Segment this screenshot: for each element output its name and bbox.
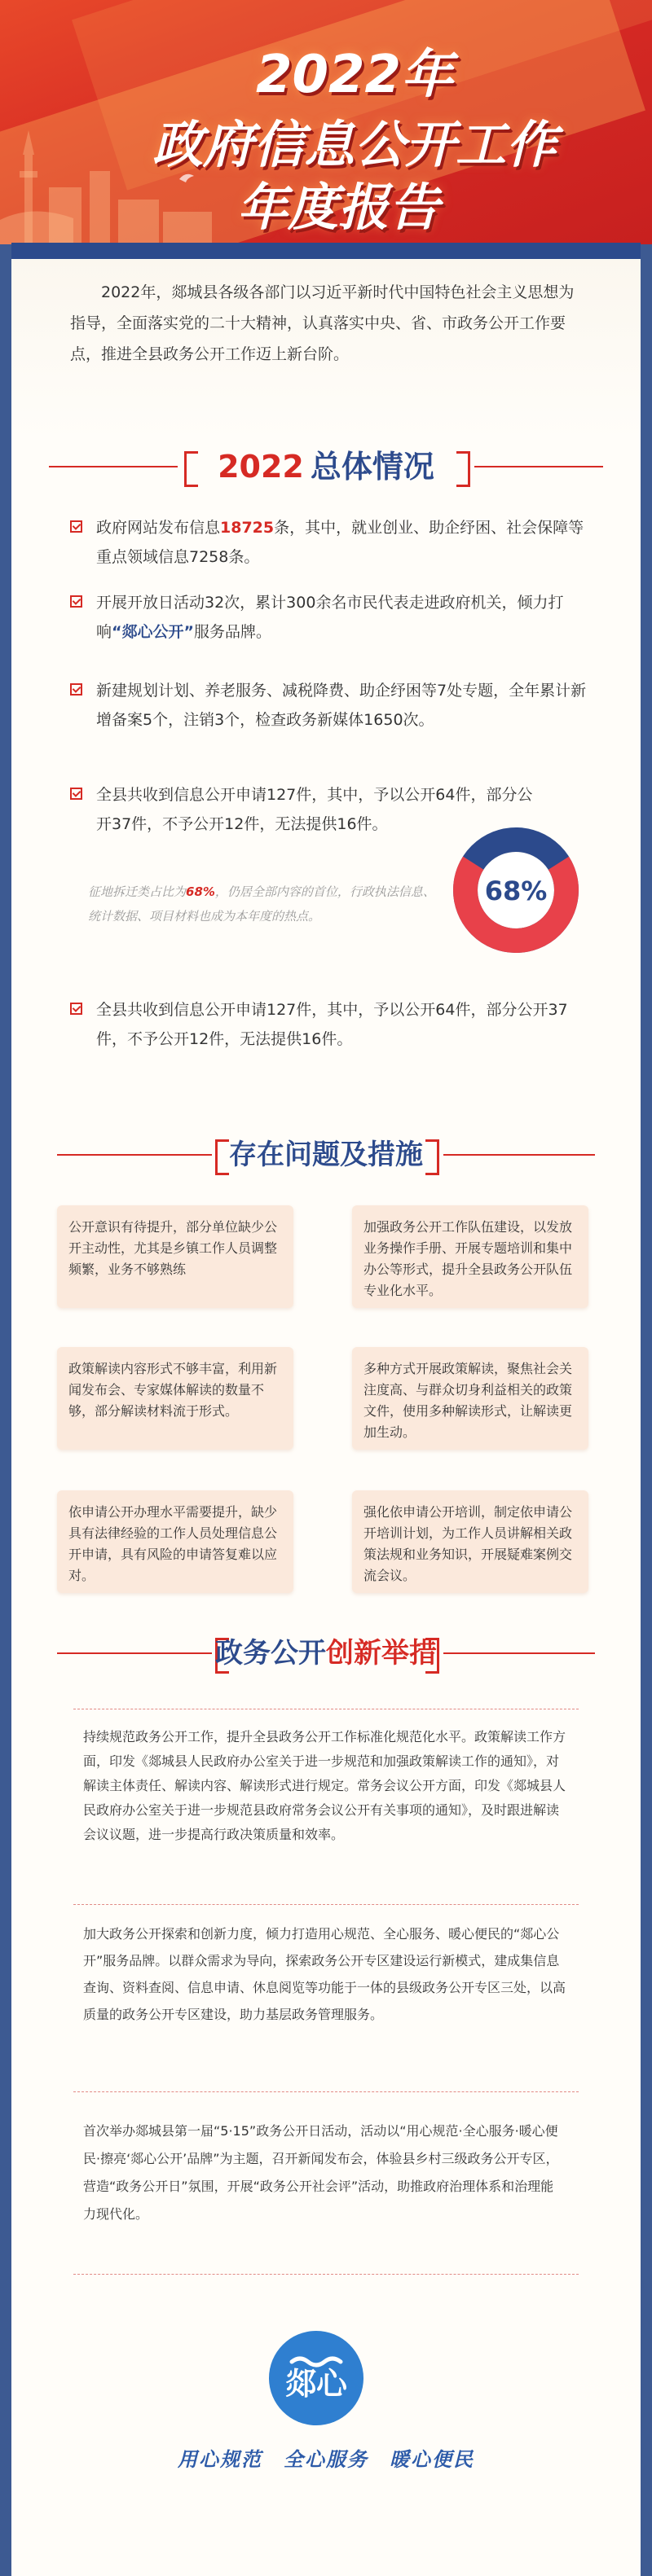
donut-chart <box>447 821 585 959</box>
dashed-divider <box>73 2091 579 2092</box>
innovation-paragraph: 持续规范政务公开工作，提升全县政务公开工作标准化规范化水平。政策解读工作方面，印发《郯城县人民政府办公室关于进一步规范和加强政策解读工作的通知》，对解读主体责任、解读内容、解读形式进行规定。常务会议公开方面，印发《郯城县人民政府办公室关于进一步规范县政府常务会议公开有关事项的通知》，及时跟进解读会议议题，进一步提高行政决策质量和效率。 <box>83 1729 566 1842</box>
innovation-paragraph: 加大政务公开探索和创新力度，倾力打造用心规范、全心服务、暖心便民的“郯心公开”服务品牌。以群众需求为导向，探索政务公开专区建设运行新模式，建成集信息查询、资料查阅、信息申请、休息阅览等功能于一体的县级政务公开专区三处，以高质量的政务公开专区建设，助力基层政务管理服务。 <box>83 1926 566 2022</box>
checkbox-icon <box>70 683 82 696</box>
overview-item: 开展开放日活动32次，累计300余名市民代表走进政府机关，倾力打响“郯心公开”服务品牌。 <box>70 588 592 647</box>
measure-box: 强化依申请公开培训，制定依申请公开培训计划，为工作人员讲解相关政策法规和业务知识，开展疑难案例交流会议。 <box>352 1490 588 1593</box>
overview-item: 政府网站发布信息18725条，其中，就业创业、助企纾困、社会保障等重点领域信息7258条。 <box>70 513 592 572</box>
innovation-paragraph: 首次举办郯城县第一届“5·15”政务公开日活动，活动以“用心规范·全心服务·暖心便民·擦亮‘郯心公开’品牌”为主题，召开新闻发布会，体验县乡村三级政务公开专区，营造“政务公开日”氛围，开展“政务公开社会评”活动，助推政府治理体系和治理能力现代化。 <box>83 2123 559 2222</box>
problem-box: 依申请公开办理水平需要提升，缺少具有法律经验的工作人员处理信息公开申请，具有风险的申请答复难以应对。 <box>57 1490 293 1593</box>
footer-slogan: 用心规范 全心服务 暖心便民 <box>178 2448 474 2471</box>
report-title: 政府信息公开工作 <box>152 115 557 174</box>
dashed-divider <box>73 1904 579 1905</box>
section-year: 2022 <box>218 449 304 485</box>
section-heading: 总体情况 <box>310 449 434 485</box>
overview-item: 全县共收到信息公开申请127件，其中，予以公开64件，部分公开37件，不予公开12件，无法提供16件。 <box>70 780 543 839</box>
tanxin-logo <box>267 2329 365 2427</box>
checkbox-icon <box>70 1003 82 1015</box>
measure-box: 多种方式开展政策解读，聚焦社会关注度高、与群众切身利益相关的政策文件，使用多种解读形式，让解读更加生动。 <box>352 1347 588 1450</box>
checkbox-icon <box>70 595 82 608</box>
svg-text:郯心: 郯心 <box>284 2366 348 2402</box>
section-heading-highlight: 创新举措 <box>326 1637 437 1670</box>
problem-box: 政策解读内容形式不够丰富，利用新闻发布会、专家媒体解读的数量不够，部分解读材料流于形式。 <box>57 1347 293 1450</box>
overview-item: 全县共收到信息公开申请127件，其中，予以公开64件，部分公开37件，不予公开12件，无法提供16件。 <box>70 995 592 1054</box>
header-banner <box>0 0 652 244</box>
intro-paragraph: 2022年，郯城县各级各部门以习近平新时代中国特色社会主义思想为指导，全面落实党的二十大精神，认真落实中央、省、市政务公开工作要点，推进全县政务公开工作迈上新台阶。 <box>70 283 575 363</box>
blue-band <box>11 243 641 259</box>
section-title-innovation <box>49 1633 603 1674</box>
overview-item: 新建规划计划、养老服务、减税降费、助企纾困等7处专题，全年累计新增备案5个，注销3个，检查政务新媒体1650次。 <box>70 676 592 735</box>
dashed-divider <box>73 2274 579 2275</box>
section-title-overview <box>49 446 603 487</box>
checkbox-icon <box>70 520 82 533</box>
hotspot-note: 征地拆迁类占比为68%，仍居全部内容的首位，行政执法信息、统计数据、项目材料也成为本年度的热点。 <box>88 884 435 924</box>
report-year-title: 2022年 <box>255 45 454 105</box>
checkbox-icon <box>70 788 82 800</box>
report-subtitle: 年度报告 <box>236 178 439 237</box>
problem-box: 公开意识有待提升，部分单位缺少公开主动性，尤其是乡镇工作人员调整频繁，业务不够熟练 <box>57 1205 293 1308</box>
donut-label: 68% <box>484 875 548 906</box>
measure-box: 加强政务公开工作队伍建设，以发放业务操作手册、开展专题培训和集中办公等形式，提升全县政务公开队伍专业化水平。 <box>352 1205 588 1308</box>
section-title-problems <box>49 1134 603 1175</box>
section-heading: 政务公开 <box>215 1637 326 1670</box>
section-heading: 存在问题及措施 <box>229 1139 423 1171</box>
